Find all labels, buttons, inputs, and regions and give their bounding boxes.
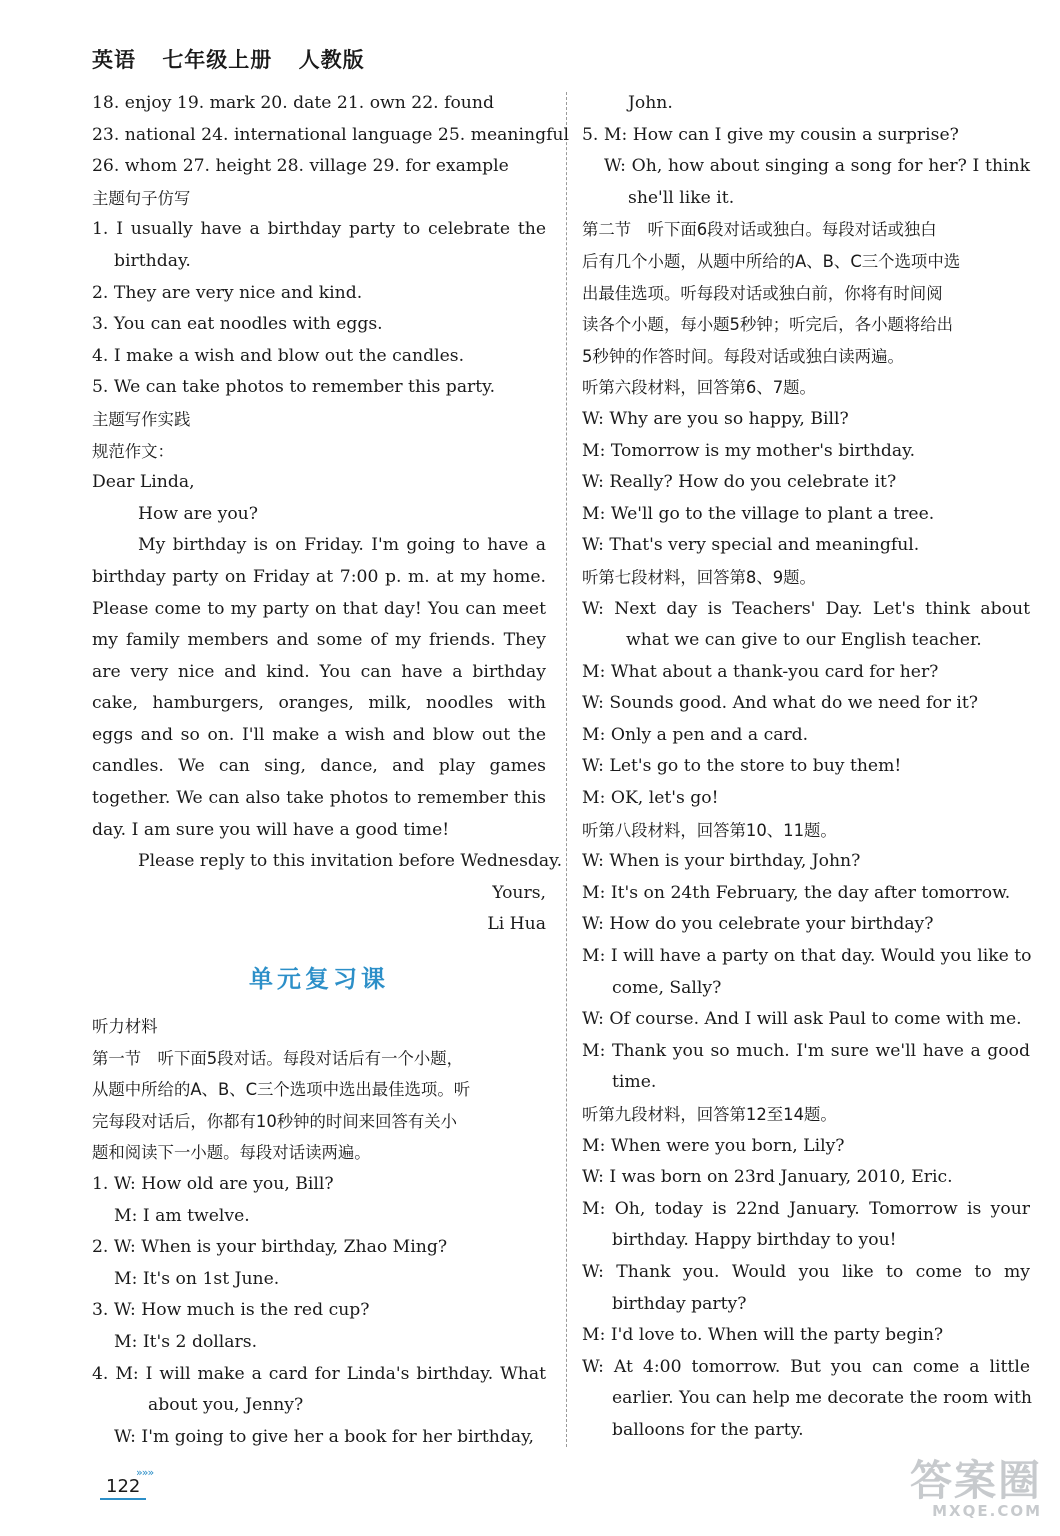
letter-line: eggs and so on. I'll make a wish and blow out the [92, 724, 546, 745]
page-number: 122 [100, 1476, 146, 1500]
dialogue-line: 5. M: How can I give my cousin a surprise? [582, 124, 959, 145]
dialogue-line: M: Only a pen and a card. [582, 724, 809, 745]
letter-line: cake, hamburgers, oranges, milk, noodles with [92, 693, 546, 714]
dialogue-line: W: I was born on 23rd January, 2010, Eric. [582, 1167, 953, 1188]
dialogue-line: M: OK, let's go! [582, 788, 719, 809]
dialogue-line: what we can give to our English teacher. [626, 630, 982, 651]
part7-heading: 听第七段材料，回答第8、9题。 [582, 567, 816, 587]
dialogue-line: earlier. You can help me decorate the room with [612, 1388, 1032, 1409]
section1-intro-line: 题和阅读下一小题。每段对话读两遍。 [92, 1143, 371, 1163]
dialogue-line: W: Of course. And I will ask Paul to come with me. [582, 1009, 1022, 1030]
letter-line: together. We can also take photos to remember this [92, 788, 546, 809]
dialogue-line: M: We'll go to the village to plant a tree. [582, 503, 935, 524]
dialogue-line: 2. W: When is your birthday, Zhao Ming? [92, 1237, 448, 1258]
dialogue-line: M: Oh, today is 22nd January. Tomorrow is your [582, 1198, 1030, 1219]
dialogue-line: come, Sally? [612, 977, 722, 998]
listening-heading: 听力材料 [92, 1017, 158, 1037]
dialogue-line: birthday. Happy birthday to you! [612, 1230, 897, 1251]
header-edition: 人教版 [298, 48, 365, 72]
vocab-line: 26. whom 27. height 28. village 29. for example [92, 156, 509, 177]
letter-line: candles. We can sing, dance, and play games [92, 756, 546, 777]
dialogue-line: 4. M: I will make a card for Linda's birthday. What [92, 1363, 546, 1384]
dialogue-line: M: I am twelve. [114, 1205, 250, 1226]
vocab-line: 23. national 24. international language 25. meaningful [92, 124, 569, 145]
dialogue-line: W: At 4:00 tomorrow. But you can come a little [582, 1356, 1030, 1377]
page-header [92, 44, 383, 74]
section2-intro-line: 第二节 听下面6段对话或独白。每段对话或独白 [582, 220, 937, 240]
part9-heading: 听第九段材料，回答第12至14题。 [582, 1105, 837, 1124]
dialogue-line: M: It's on 1st June. [114, 1268, 280, 1289]
letter-sign-off: Yours, [492, 882, 546, 903]
column-divider [566, 92, 567, 1447]
dialogue-line: birthday party? [612, 1293, 747, 1314]
sentence-item: 4. I make a wish and blow out the candles. [92, 345, 465, 366]
letter-line: My birthday is on Friday. I'm going to have a [138, 535, 546, 556]
watermark-logo [862, 1448, 1042, 1528]
dialogue-line: W: Really? How do you celebrate it? [582, 472, 897, 493]
dialogue-line: M: It's 2 dollars. [114, 1331, 258, 1352]
dialogue-line: W: Why are you so happy, Bill? [582, 408, 849, 429]
dialogue-line: M: I will have a party on that day. Would you like to [582, 946, 1032, 967]
letter-line: my family members and some of my friends. They [92, 630, 546, 651]
section1-intro-line: 第一节 听下面5段对话。每段对话后有一个小题， [92, 1048, 464, 1068]
header-subject: 英语 [92, 48, 136, 72]
letter-line: birthday party on Friday at 7:00 p. m. at my home. [92, 566, 546, 587]
letter-greeting: Dear Linda, [92, 472, 195, 493]
dialogue-line: W: Next day is Teachers' Day. Let's think about [582, 598, 1030, 619]
watermark-url: MXQE.COM [932, 1502, 1042, 1520]
letter-opening: How are you? [138, 503, 258, 524]
dialogue-line: W: That's very special and meaningful. [582, 535, 920, 556]
dialogue-line: M: When were you born, Lily? [582, 1135, 845, 1156]
sentence-item-cont: birthday. [114, 250, 191, 271]
section1-intro-line: 从题中所给的A、B、C三个选项中选出最佳选项。听 [92, 1080, 471, 1100]
dialogue-line: M: Thank you so much. I'm sure we'll have a good [582, 1040, 1030, 1061]
watermark-text: 答案圈 [909, 1456, 1042, 1505]
right-column [582, 88, 1030, 1447]
dialogue-line: W: I'm going to give her a book for her birthday, [114, 1426, 534, 1447]
dialogue-line: M: It's on 24th February, the day after tomorrow. [582, 882, 1011, 903]
sentence-item: 2. They are very nice and kind. [92, 282, 363, 303]
section2-intro-line: 5秒钟的作答时间。每段对话或独白读两遍。 [582, 346, 904, 366]
letter-line: day. I am sure you will have a good time! [92, 819, 450, 840]
header-grade: 七年级上册 [162, 48, 273, 72]
dialogue-line: M: What about a thank-you card for her? [582, 661, 939, 682]
dialogue-line: W: How do you celebrate your birthday? [582, 914, 934, 935]
dialogue-line: time. [612, 1072, 657, 1093]
dialogue-line: 3. W: How much is the red cup? [92, 1300, 370, 1321]
dialogue-line: W: When is your birthday, John? [582, 851, 861, 872]
sentence-item: 3. You can eat noodles with eggs. [92, 314, 383, 335]
section1-intro-line: 完每段对话后，你都有10秒钟的时间来回答有关小 [92, 1111, 458, 1131]
letter-closing-request: Please reply to this invitation before Wednesday. [138, 851, 563, 872]
part8-heading: 听第八段材料，回答第10、11题。 [582, 820, 837, 840]
sentence-item: 1. I usually have a birthday party to celebrate the [92, 219, 546, 240]
letter-line: Please come to my party on that day! You can meet [92, 598, 546, 619]
section2-intro-line: 后有几个小题，从题中所给的A、B、C三个选项中选 [582, 251, 961, 271]
vocab-line: 18. enjoy 19. mark 20. date 21. own 22. found [92, 93, 494, 113]
dialogue-line: W: Sounds good. And what do we need for it? [582, 693, 978, 714]
section2-intro-line: 读各个小题，每小题5秒钟；听完后，各小题将给出 [582, 315, 954, 335]
sentence-item: 5. We can take photos to remember this party. [92, 377, 496, 398]
sentence-heading: 主题句子仿写 [92, 188, 191, 208]
letter-line: are very nice and kind. You can have a birthday [92, 661, 546, 682]
dialogue-line: balloons for the party. [612, 1419, 804, 1440]
review-section-title: 单元复习课 [249, 964, 389, 993]
dialogue-line: M: I'd love to. When will the party begin? [582, 1325, 944, 1346]
page-arrow-icon: »»» [136, 1466, 154, 1479]
dialogue-line: W: Oh, how about singing a song for her? I think [604, 156, 1030, 177]
dialogue-line: 1. W: How old are you, Bill? [92, 1174, 334, 1194]
part6-heading: 听第六段材料，回答第6、7题。 [582, 378, 816, 398]
dialogue-line: John. [628, 93, 673, 113]
dialogue-line: about you, Jenny? [148, 1395, 304, 1416]
model-heading: 规范作文： [92, 441, 174, 461]
dialogue-line: W: Let's go to the store to buy them! [582, 756, 902, 777]
left-column [92, 88, 569, 1453]
dialogue-line: M: Tomorrow is my mother's birthday. [582, 440, 916, 461]
dialogue-line: W: Thank you. Would you like to come to my [582, 1261, 1030, 1282]
dialogue-line: she'll like it. [628, 187, 735, 208]
section2-intro-line: 出最佳选项。听每段对话或独白前，你将有时间阅 [582, 283, 943, 303]
writing-heading: 主题写作实践 [92, 409, 191, 429]
letter-signature: Li Hua [487, 914, 546, 935]
